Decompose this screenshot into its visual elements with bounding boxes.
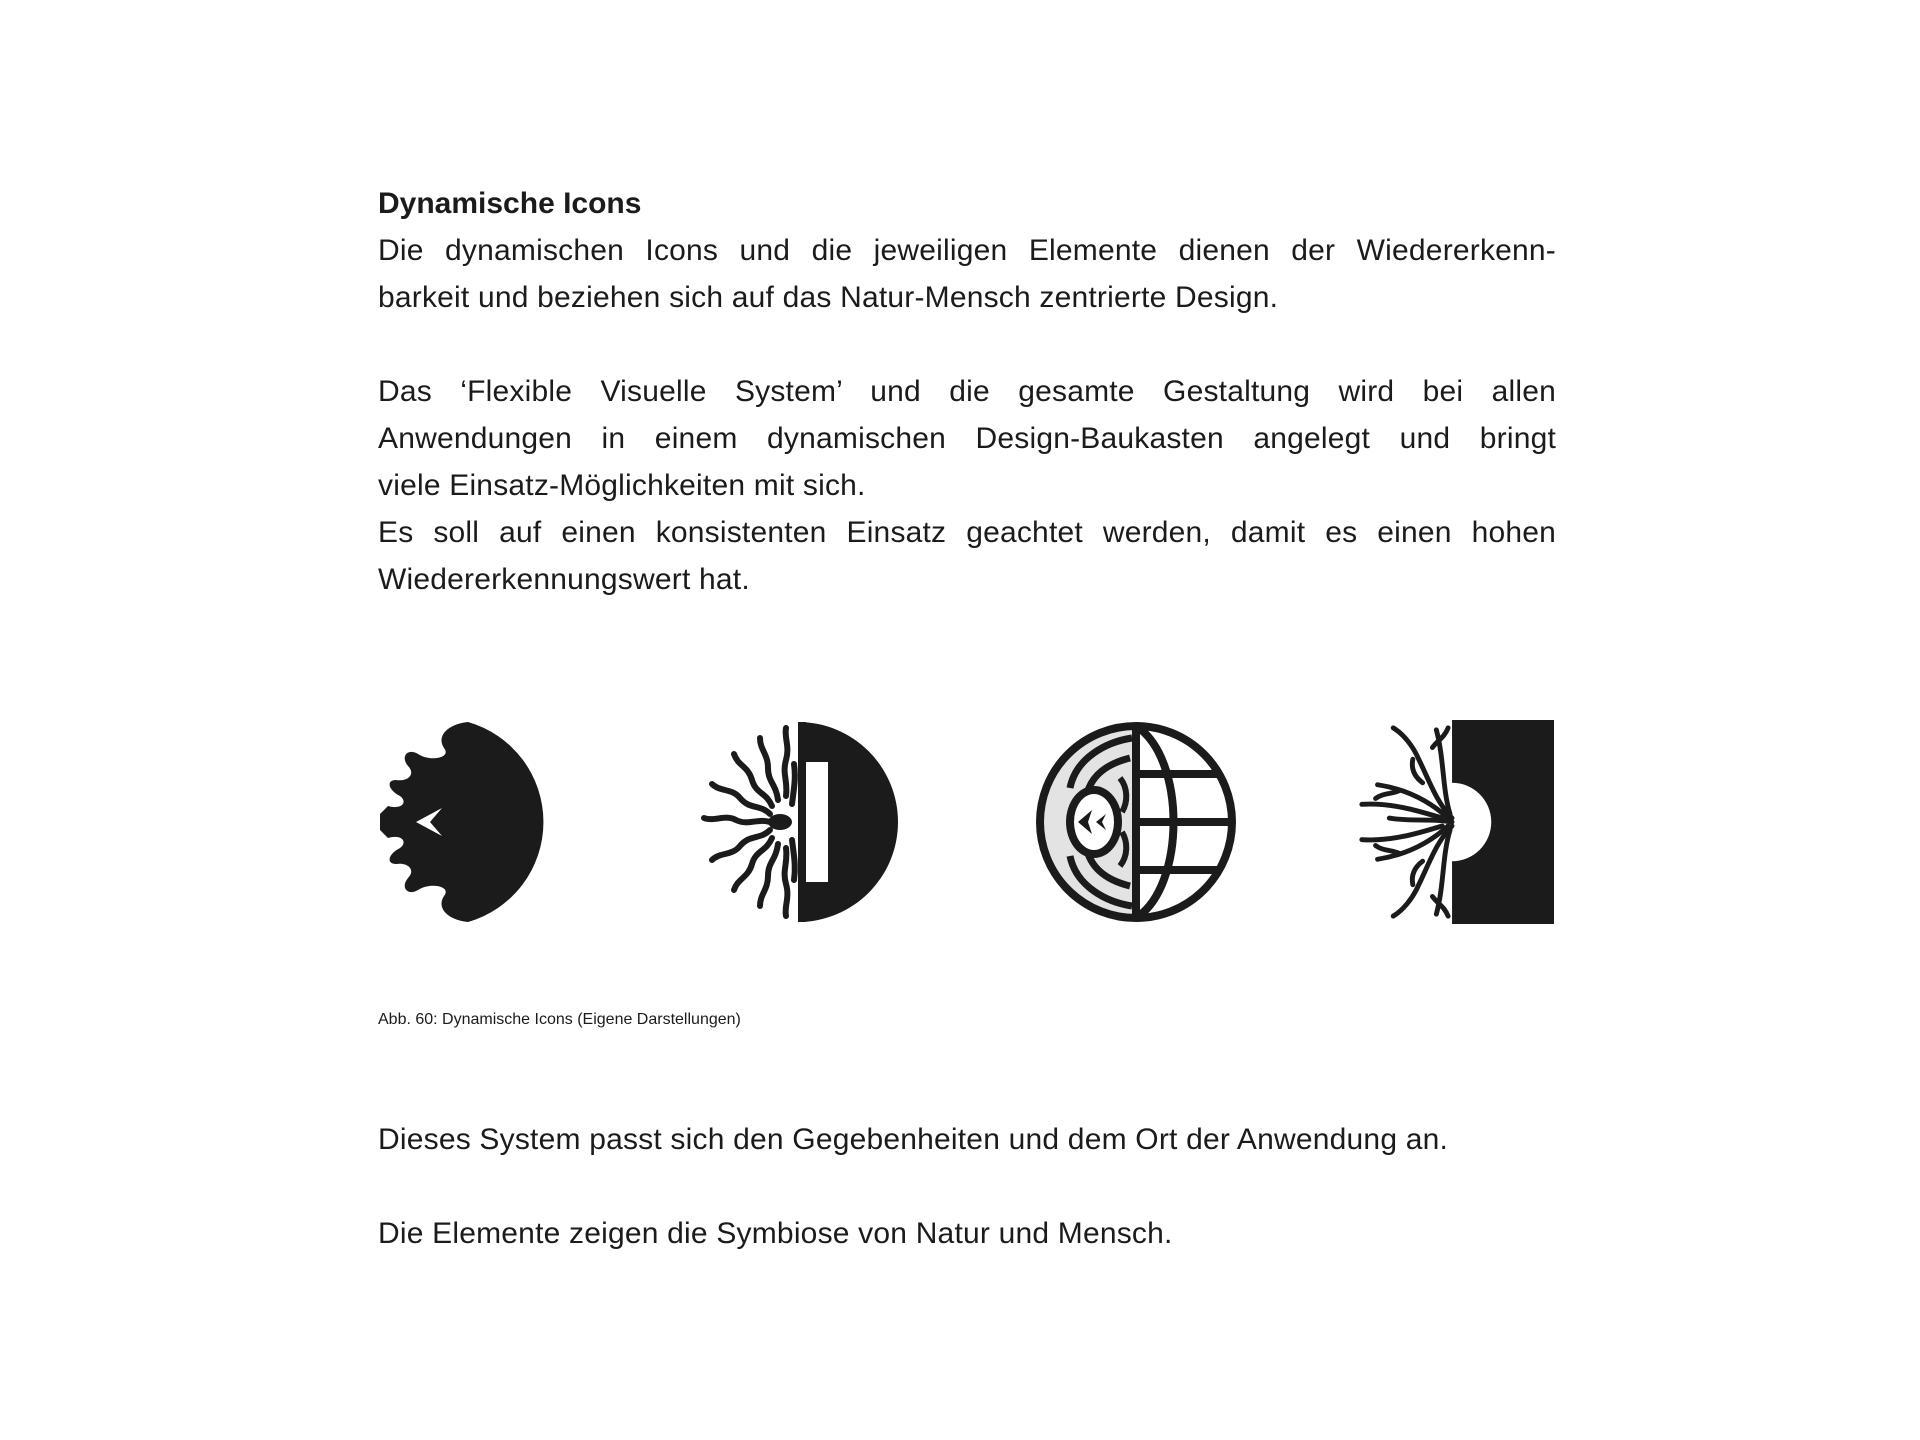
tree-roots-square-icon bbox=[1354, 718, 1554, 926]
organic-half-circle-icon bbox=[378, 718, 578, 926]
system-line-2: Anwendungen in einem dynamischen Design-Baukasten angelegt und bringt bbox=[378, 422, 1556, 455]
outro-paragraph-2: Die Elemente zeigen die Symbiose von Natur und Mensch. bbox=[378, 1217, 1173, 1250]
section-heading: Dynamische Icons bbox=[378, 187, 642, 220]
flower-globe-icon bbox=[1036, 718, 1236, 926]
wavy-pattern-d-shape-icon bbox=[698, 718, 898, 926]
system-line-3: viele Einsatz-Möglichkeiten mit sich. bbox=[378, 469, 866, 502]
outro-paragraph-1: Dieses System passt sich den Gegebenheiten und dem Ort der Anwendung an. bbox=[378, 1123, 1449, 1156]
icon-row bbox=[378, 718, 1558, 926]
system-paragraph bbox=[378, 368, 1556, 603]
system-line-5: Wiedererkennungswert hat. bbox=[378, 563, 750, 596]
system-line-4: Es soll auf einen konsistenten Einsatz geachtet werden, damit es einen hohen bbox=[378, 516, 1556, 549]
system-line-1: Das ‘Flexible Visuelle System’ und die gesamte Gestaltung wird bei allen bbox=[378, 375, 1556, 408]
intro-line-1: Die dynamischen Icons und die jeweiligen Elemente dienen der Wiedererkenn- bbox=[378, 234, 1556, 267]
figure-caption: Abb. 60: Dynamische Icons (Eigene Darstellungen) bbox=[378, 1011, 741, 1028]
intro-paragraph bbox=[378, 227, 1556, 321]
intro-line-2: barkeit und beziehen sich auf das Natur-Mensch zentrierte Design. bbox=[378, 281, 1279, 314]
